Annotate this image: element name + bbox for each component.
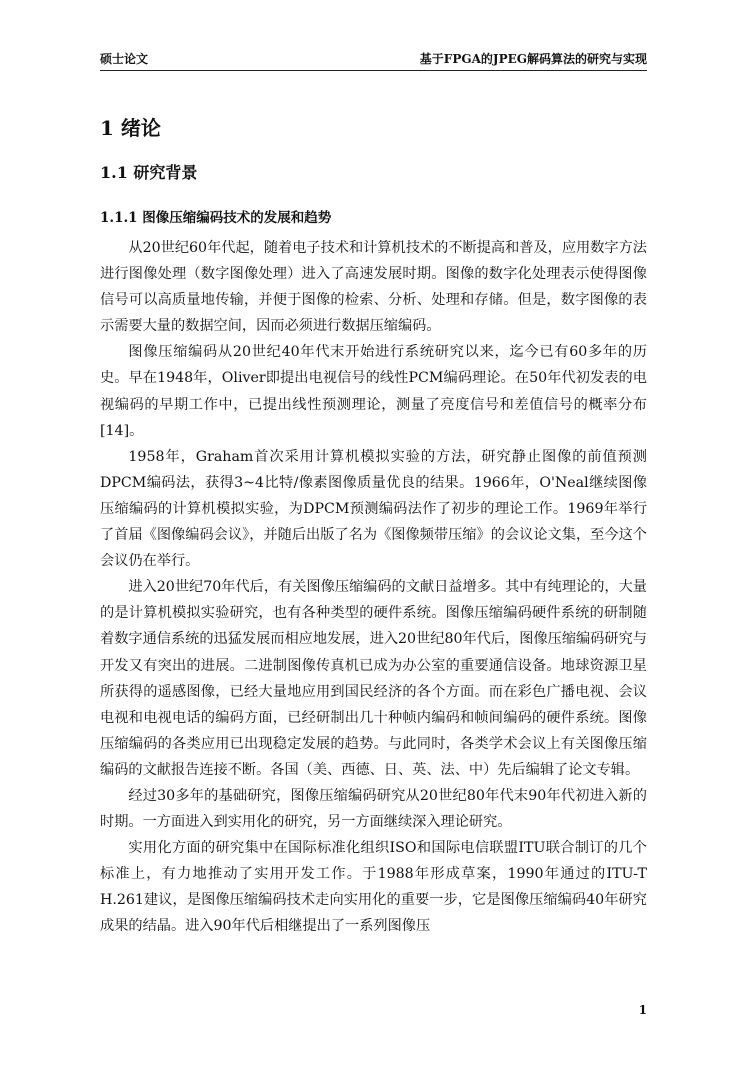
chapter-title: 1 绪论 <box>100 116 161 140</box>
paragraph: 图像压缩编码从20世纪40年代末开始进行系统研究以来，迄今已有60多年的历史。早在1948年，Oliver即提出电视信号的线性PCM编码理论。在50年代初发表的电视编码的早期工作中，已提出线性预测理论，测量了亮度信号和差值信号的概率分布[14]。 <box>100 344 647 439</box>
body-text <box>100 235 647 940</box>
header-thesis-title: 基于FPGA的JPEG解码算法的研究与实现 <box>419 52 647 66</box>
paragraph: 1958年，Graham首次采用计算机模拟实验的方法，研究静止图像的前值预测DPCM编码法，获得3~4比特/像素图像质量优良的结果。1966年，O'Neal继续图像压缩编码的计算机模拟实验，为DPCM预测编码法作了初步的理论工作。1969年举行了首届《图像编码会议》，并随后出版了名为《图像频带压缩》的会议论文集，至今这个会议仍在举行。 <box>100 448 647 570</box>
subsection-title: 1.1.1 图像压缩编码技术的发展和趋势 <box>100 210 332 226</box>
page-number: 1 <box>638 1003 647 1017</box>
paragraph: 进入20世纪70年代后，有关图像压缩编码的文献日益增多。其中有纯理论的，大量的是计算机模拟实验研究，也有各种类型的硬件系统。图像压缩编码硬件系统的研制随着数字通信系统的迅猛发展而相应地发展，进入20世纪80年代后，图像压缩编码研究与开发又有突出的进展。二进制图像传真机已成为办公室的重要通信设备。地球资源卫星所获得的遥感图像，已经大量地应用到国民经济的各个方面。而在彩色广播电视、会议电视和电视电话的编码方面，已经研制出几十种帧内编码和帧间编码的硬件系统。图像压缩编码的各类应用已出现稳定发展的趋势。与此同时，各类学术会议上有关图像压缩编码的文献报告连接不断。各国（美、西德、日、英、法、中）先后编辑了论文专辑。 <box>100 579 647 778</box>
running-header <box>100 46 647 71</box>
section-title: 1.1 研究背景 <box>100 163 198 182</box>
header-thesis-type: 硕士论文 <box>100 52 149 66</box>
paragraph: 经过30多年的基础研究，图像压缩编码研究从20世纪80年代末90年代初进入新的时期。一方面进入到实用化的研究，另一方面继续深入理论研究。 <box>100 787 647 831</box>
paragraph: 实用化方面的研究集中在国际标准化组织ISO和国际电信联盟ITU联合制订的几个标准上，有力地推动了实用开发工作。于1988年形成草案，1990年通过的ITU-T H.261建议，是图像压缩编码技术走向实用化的重要一步，它是图像压缩编码40年研究成果的结晶。进入90年代后相继提出了一系列图像压 <box>100 840 647 935</box>
paragraph: 从20世纪60年代起，随着电子技术和计算机技术的不断提高和普及，应用数字方法进行图像处理（数字图像处理）进入了高速发展时期。图像的数字化处理表示使得图像信号可以高质量地传输，并便于图像的检索、分析、处理和存储。但是，数字图像的表示需要大量的数据空间，因而必须进行数据压缩编码。 <box>100 240 647 335</box>
